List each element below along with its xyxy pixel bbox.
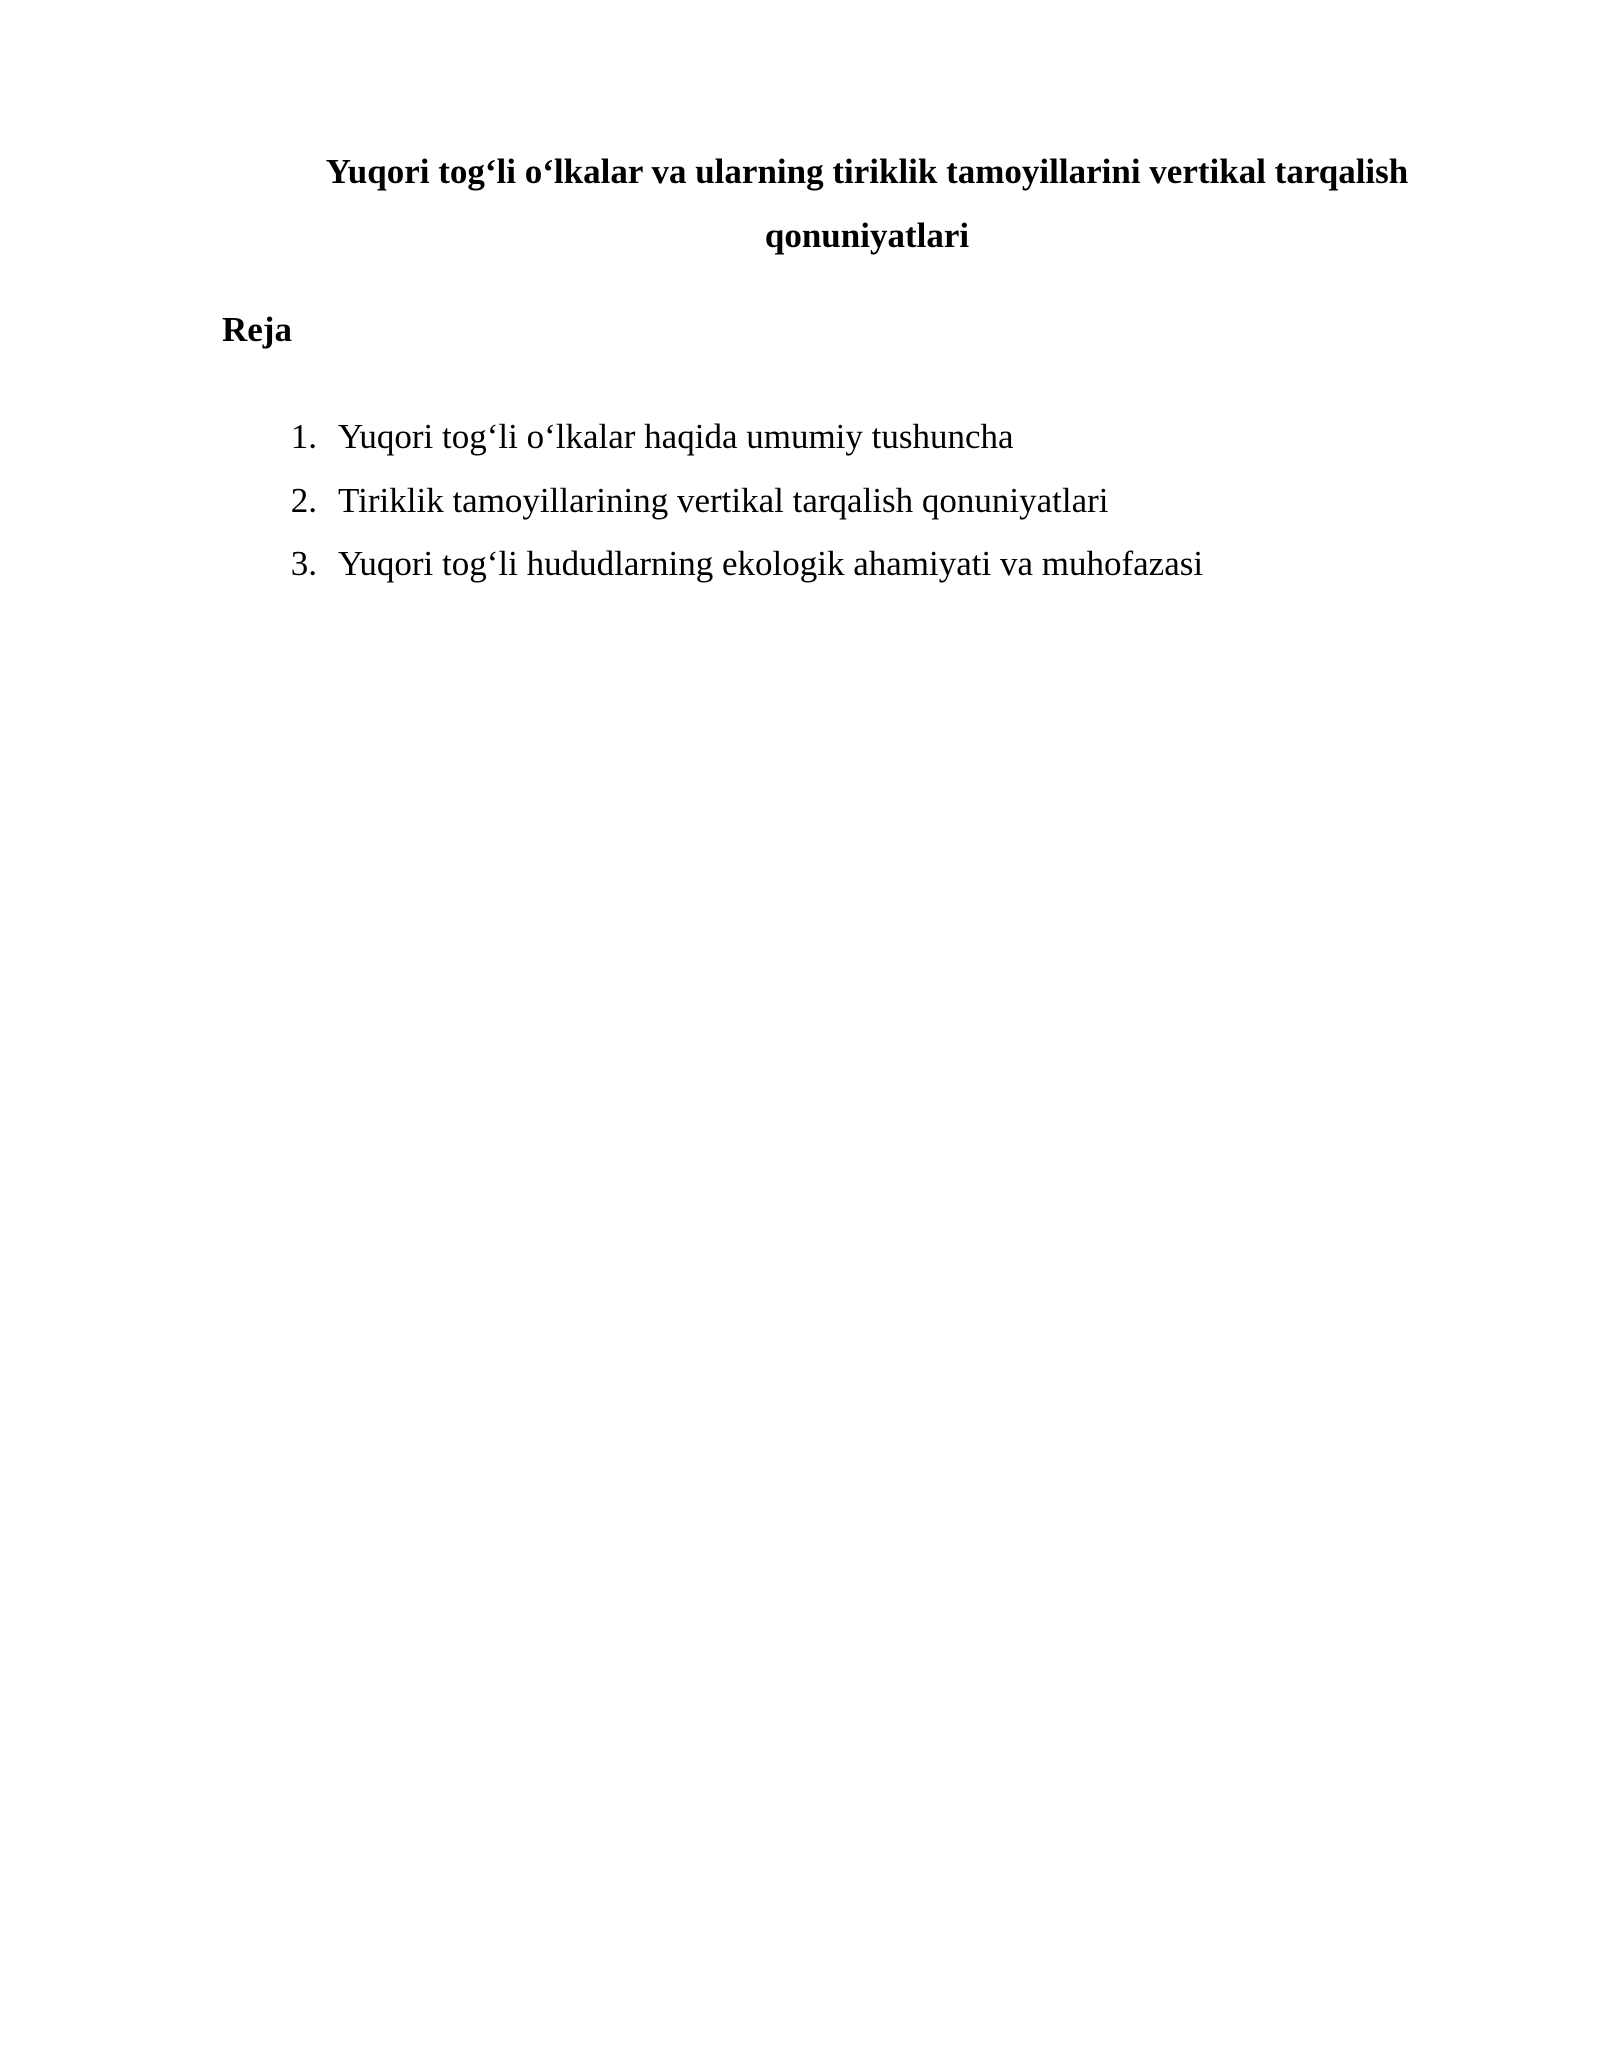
- document-title-line-2: qonuniyatlari: [764, 216, 970, 255]
- plan-heading: Reja: [222, 310, 292, 349]
- document-title-line-1: Yuqori tog‘li o‘lkalar va ularning tiriklik tamoyillarini vertikal tarqalish: [325, 152, 1409, 191]
- plan-item-text: Yuqori tog‘li hududlarning ekologik ahamiyati va muhofazasi: [338, 544, 1204, 583]
- plan-item: [222, 532, 1203, 596]
- plan-item-number: 3.: [290, 544, 317, 583]
- plan-item: [222, 469, 1203, 533]
- document-title: [222, 140, 1512, 268]
- plan-item-text: Tiriklik tamoyillarining vertikal tarqalish qonuniyatlari: [338, 480, 1109, 520]
- plan-item-text: Yuqori tog‘li o‘lkalar haqida umumiy tushuncha: [338, 417, 1014, 456]
- plan-item-number: 1.: [290, 417, 317, 456]
- plan-item: [222, 405, 1203, 469]
- plan-list: [222, 405, 1203, 596]
- plan-item-number: 2.: [290, 480, 317, 520]
